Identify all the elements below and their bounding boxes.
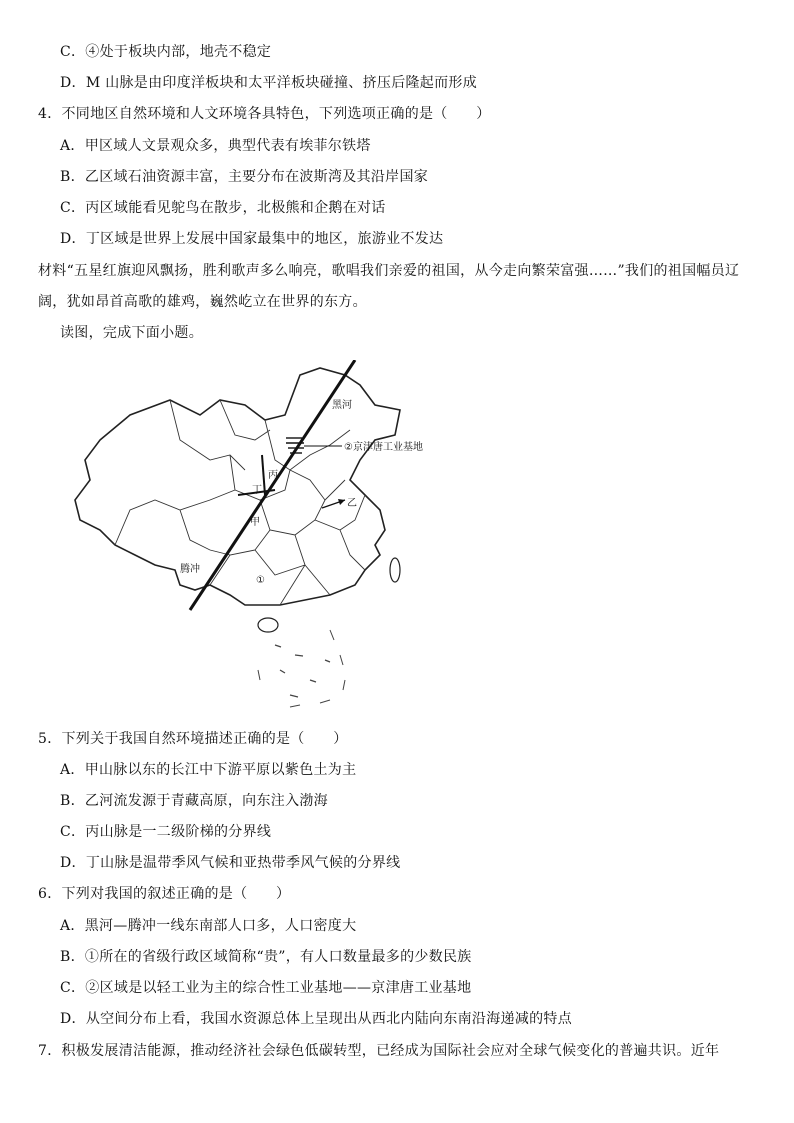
label-ding: 丁 [252, 485, 262, 496]
q5-option-d: D．丁山脉是温带季风气候和亚热带季风气候的分界线 [60, 855, 401, 871]
q4-option-c: C．丙区域能看见鸵鸟在散步，北极熊和企鹅在对话 [60, 200, 386, 216]
q6-stem: 6．下列对我国的叙述正确的是（ ） [38, 886, 291, 902]
hainan-island [258, 618, 278, 632]
q7-stem: 7．积极发展清洁能源，推动经济社会绿色低碳转型，已经成为国际社会应对全球气候变化的普遍共识。近年 [38, 1043, 720, 1059]
taiwan-island [390, 558, 400, 582]
label-tengchong: 腾冲 [180, 564, 200, 575]
south-sea-islands [275, 645, 330, 697]
label-one: ① [256, 575, 265, 586]
label-heihe: 黑河 [332, 400, 352, 411]
q6-option-c: C．②区域是以轻工业为主的综合性工业基地——京津唐工业基地 [60, 980, 472, 996]
yi-arrowhead [338, 499, 345, 505]
q5-option-b: B．乙河流发源于青藏高原，向东注入渤海 [60, 793, 328, 809]
q6-option-a: A．黑河—腾冲一线东南部人口多，人口密度大 [60, 918, 357, 934]
q5-stem: 5．下列关于我国自然环境描述正确的是（ ） [38, 731, 348, 747]
q3-option-d: D．M 山脉是由印度洋板块和太平洋板块碰撞、挤压后隆起而形成 [60, 75, 478, 91]
province-lines [115, 400, 365, 605]
china-map-figure [60, 360, 460, 715]
china-map-svg [60, 360, 460, 715]
q6-option-b: B．①所在的省级行政区域简称“贵”，有人口数量最多的少数民族 [60, 949, 472, 965]
q3-option-c: C．④处于板块内部，地壳不稳定 [60, 44, 272, 60]
map-instruction: 读图，完成下面小题。 [60, 325, 203, 341]
label-jingjintang: ②京津唐工业基地 [344, 442, 423, 453]
q5-option-c: C．丙山脉是一二级阶梯的分界线 [60, 824, 272, 840]
q5-option-a: A．甲山脉以东的长江中下游平原以紫色土为主 [60, 762, 357, 778]
nine-dash-line [258, 630, 345, 707]
q4-option-b: B．乙区域石油资源丰富，主要分布在波斯湾及其沿岸国家 [60, 169, 429, 185]
q6-option-d: D．从空间分布上看，我国水资源总体上呈现出从西北内陆向东南沿海递减的特点 [60, 1011, 573, 1027]
bing-mountain [262, 455, 265, 495]
q4-option-a: A．甲区域人文景观众多，典型代表有埃菲尔铁塔 [60, 138, 371, 154]
material-line-2: 阔，犹如昂首高歌的雄鸡，巍然屹立在世界的东方。 [38, 294, 367, 310]
q4-stem: 4．不同地区自然环境和人文环境各具特色，下列选项正确的是（ ） [38, 106, 491, 122]
label-yi: 乙 [347, 498, 357, 509]
label-bing: 丙 [268, 470, 278, 481]
material-line-1: 材料“五星红旗迎风飘扬，胜利歌声多么响亮，歌唱我们亲爱的祖国，从今走向繁荣富强……”我们的祖国幅员辽 [38, 263, 740, 279]
label-jia: 甲 [250, 517, 260, 528]
q4-option-d: D．丁区域是世界上发展中国家最集中的地区，旅游业不发达 [60, 231, 444, 247]
